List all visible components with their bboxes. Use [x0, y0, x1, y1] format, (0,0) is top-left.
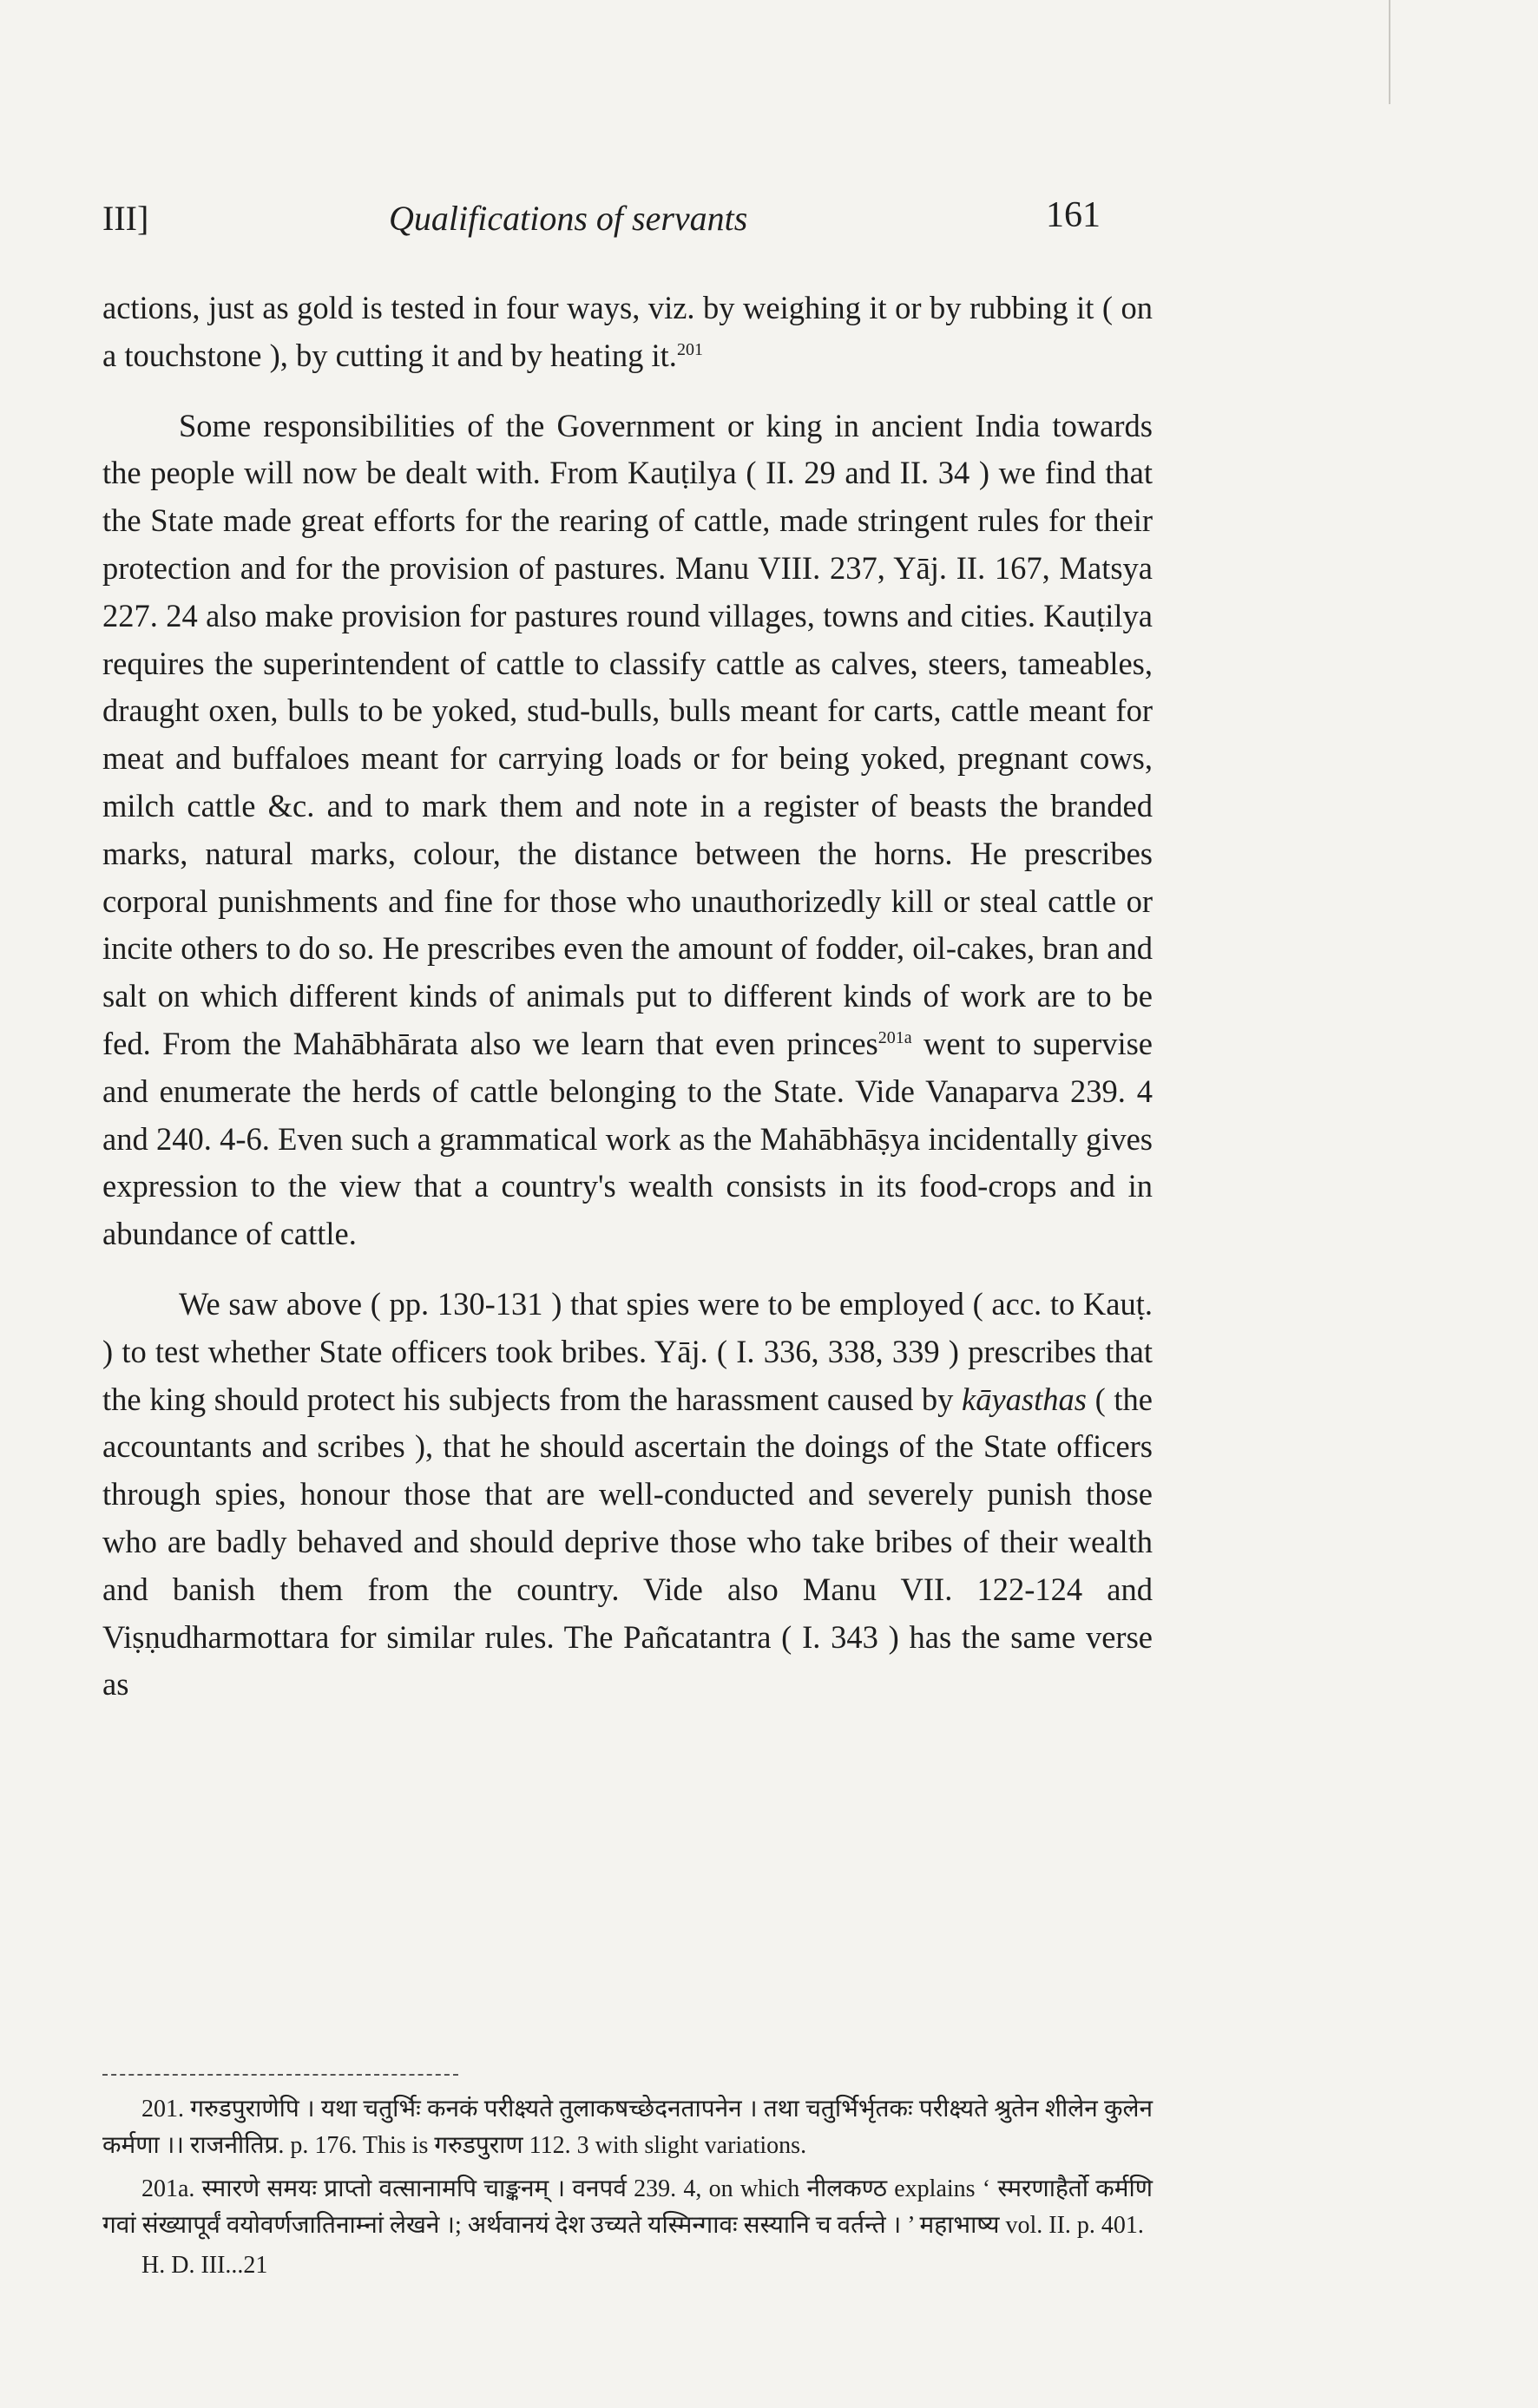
paragraph-3-text-b: ( the accountants and scribes ), that he should ascertain the doings of the State officers through spies, honour those that are well-conducted and severely punish those who are badly behaved and should deprive those who take bribes of their wealth and banish them from the country. Vide also Manu VII. 122-124 and Viṣṇudharmottara for similar rules. The Pañcatantra ( I. 343 ) has the same verse as [102, 1381, 1153, 1703]
paragraph-1 [102, 285, 1153, 380]
footnote-ref-201: 201 [676, 339, 703, 359]
paragraph-2-text: Some responsibilities of the Government or king in ancient India towards the people will now be dealt with. From Kauṭilya ( II. 29 and II. 34 ) we find that the State made great efforts for the rearing of cattle, made stringent rules for their protection and for the provision of pastures. Manu VIII. 237, Yāj. II. 167, Matsya 227. 24 also make provision for pastures round villages, towns and cities. Kauṭilya requires the superintendent of cattle to classify cattle as calves, steers, tameables, draught oxen, bulls to be yoked, stud-bulls, bulls meant for carts, cattle meant for meat and buffaloes meant for carrying loads or for being yoked, pregnant cows, milch cattle &c. and to mark them and note in a register of beasts the branded marks, natural marks, colour, the distance between the horns. He prescribes corporal punishments and fine for those who unauthorizedly kill or steal cattle or incite others to do so. He prescribes even the amount of fodder, oil-cakes, bran and salt on which different kinds of animals put to different kinds of work are to be fed. From the Mahābhārata also we learn that even princes [102, 407, 1153, 1061]
paragraph-3-text-a: We saw above ( pp. 130-131 ) that spies were to be employed ( acc. to Kauṭ. ) to test whether State officers took bribes. Yāj. ( I. 336, 338, 339 ) prescribes that the king should protect his subjects from the harassment caused by [102, 1285, 1153, 1417]
chapter-marker: III] [102, 199, 149, 238]
paragraph-3 [102, 1281, 1153, 1709]
footnote-201: 201. गरुडपुराणेपि । यथा चतुर्भिः कनकं परीक्ष्यते तुलाकषच्छेदनतापनेन । तथा चतुर्भिर्भृतकः परीक्ष्यते श्रुतेन शीलेन कुलेन कर्मणा ।। राजनीतिप्र. p. 176. This is गरुडपुराण 112. 3 with slight variations. [102, 2096, 1153, 2159]
paragraph-2 [102, 403, 1153, 1258]
footnotes [102, 2091, 1153, 2284]
page-title: Qualifications of servants [389, 199, 748, 238]
paragraph-1-text: actions, just as gold is tested in four ways, viz. by weighing it or by rubbing it ( on a touchstone ), by cutting it and by heating it. [102, 290, 1153, 373]
body-text [102, 285, 1153, 1709]
page-number: 161 [1046, 195, 1101, 235]
running-head [102, 195, 1144, 250]
footnote-separator [102, 2074, 458, 2076]
signature-mark: H. D. III...21 [141, 2252, 268, 2279]
footnote-ref-201a: 201a [877, 1027, 912, 1047]
scan-edge-line [1389, 0, 1390, 104]
term-kayasthas: kāyasthas [962, 1381, 1087, 1417]
paragraph-2-rest: went to supervise and enumerate the herds of cattle belonging to the State. Vide Vanaparva 239. 4 and 240. 4-6. Even such a grammatical work as the Mahābhāṣya incidentally gives expression to the view that a country's wealth consists in its food-crops and in abundance of cattle. [102, 1025, 1153, 1252]
footnote-201a: 201a. स्मारणे समयः प्राप्तो वत्सानामपि चाङ्कनम् । वनपर्व 239. 4, on which नीलकण्ठ explains ‘ स्मरणाहैर्तो कर्मणि गवां संख्यापूर्वं वयोवर्णजातिनाम्नां लेखने ।; अर्थवानयं देश उच्यते यस्मिन्गावः सस्यानि च वर्तन्ते । ’ महाभाष्य vol. II. p. 401. [102, 2175, 1153, 2239]
